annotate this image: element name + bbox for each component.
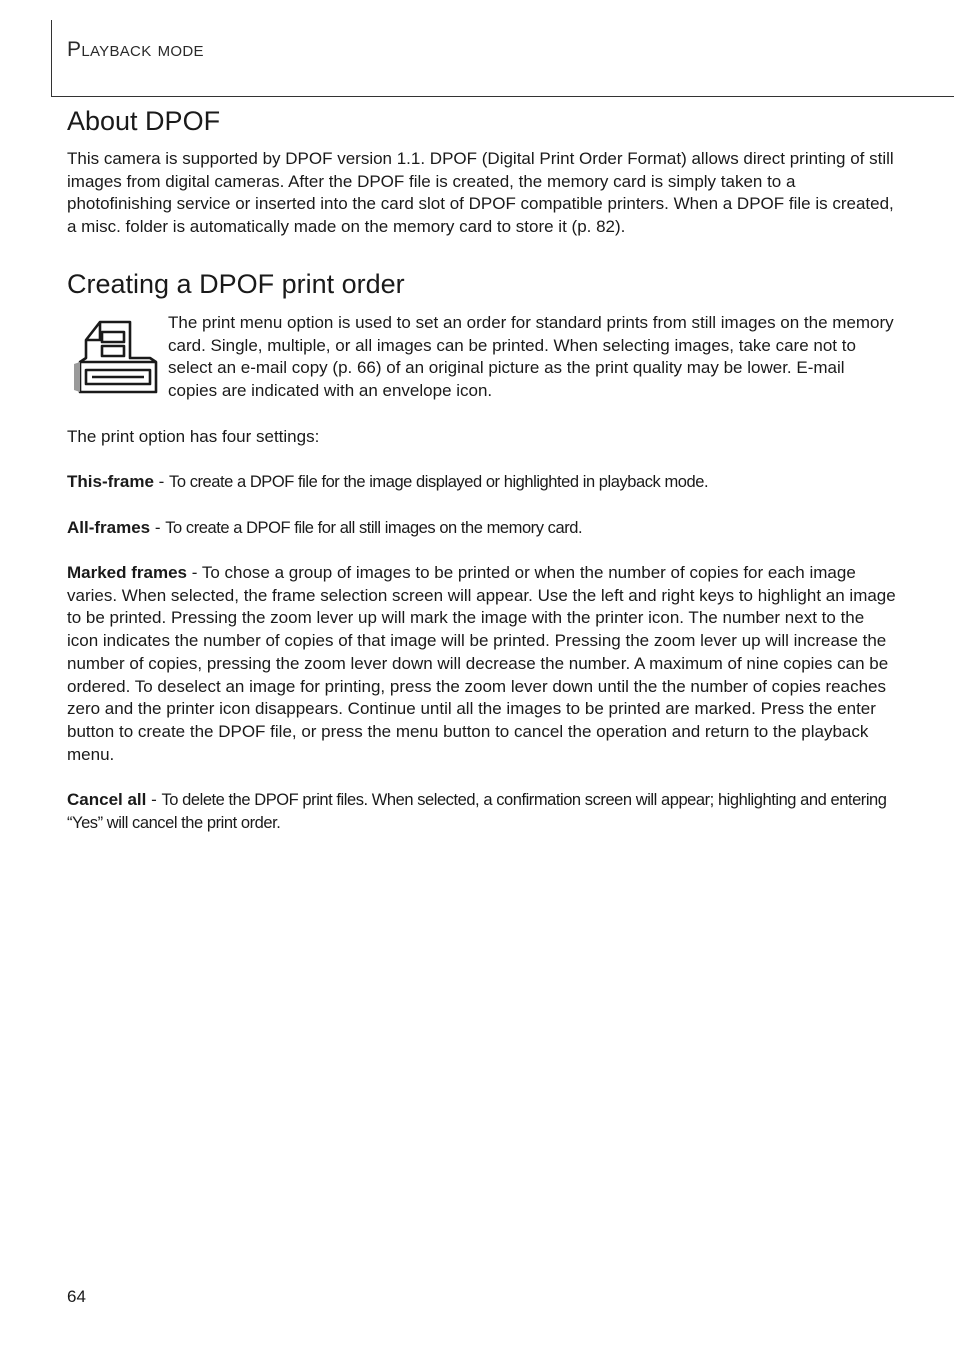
section-header: Playback mode	[67, 38, 204, 61]
setting-term: All-frames	[67, 518, 151, 537]
setting-separator: -	[153, 472, 170, 491]
setting-description: To create a DPOF file for the image displayed or highlighted in playback mode.	[169, 473, 709, 491]
page-number: 64	[67, 1287, 86, 1306]
printer-icon	[72, 318, 158, 396]
setting-description: To delete the DPOF print files. When selected, a confirmation screen will appear; highlighting and entering “Yes” will cancel the print order.	[67, 791, 887, 832]
setting-separator: -	[146, 790, 162, 809]
setting-this-frame	[67, 471, 897, 494]
print-option-intro: The print menu option is used to set an order for standard prints from still images on the memory card. Single, multiple, or all images can be printed. When selecting images, take care not to select an e-mail copy (p. 66) of an original picture as the print quality may be lower. E-mail copies are indicated with an envelope icon.	[168, 313, 894, 401]
setting-all-frames	[67, 517, 897, 540]
setting-term: Cancel all	[67, 790, 147, 809]
setting-separator: -	[187, 563, 202, 582]
setting-separator: -	[150, 518, 166, 537]
setting-description: To create a DPOF file for all still images on the memory card.	[165, 519, 583, 537]
setting-term: Marked frames	[67, 563, 188, 582]
setting-term: This-frame	[67, 472, 154, 491]
about-dpof-body: This camera is supported by DPOF version 1.1. DPOF (Digital Print Order Format) allows direct printing of still images from digital cameras. After the DPOF file is created, the memory card is simply taken to a photofinishing service or inserted into the card slot of DPOF compatible printers. When a DPOF file is created, a misc. folder is automatically made on the memory card to store it (p. 82).	[67, 149, 894, 237]
about-dpof-heading: About DPOF	[67, 106, 221, 136]
settings-intro: The print option has four settings:	[67, 427, 320, 446]
setting-cancel-all	[67, 789, 897, 834]
setting-marked-frames	[67, 562, 897, 766]
header-horizontal-rule	[51, 96, 954, 97]
creating-print-order-heading: Creating a DPOF print order	[67, 269, 405, 299]
header-vertical-rule	[51, 20, 52, 97]
setting-description: To chose a group of images to be printed or when the number of copies for each image varies. When selected, the frame selection screen will appear. Use the left and right keys to highlight an image to be printed. Pressing the zoom lever up will mark the image with the printer icon. The number next to the icon indicates the number of copies of that image will be printed. Pressing the zoom lever up will increase the number of copies, pressing the zoom lever down will decrease the number. A maximum of nine copies can be ordered. To deselect an image for printing, press the zoom lever down until the the number of copies reaches zero and the printer icon disappears. Continue until all the images to be printed are marked. Press the enter button to create the DPOF file, or press the menu button to cancel the operation and return to the playback menu.	[67, 563, 896, 764]
